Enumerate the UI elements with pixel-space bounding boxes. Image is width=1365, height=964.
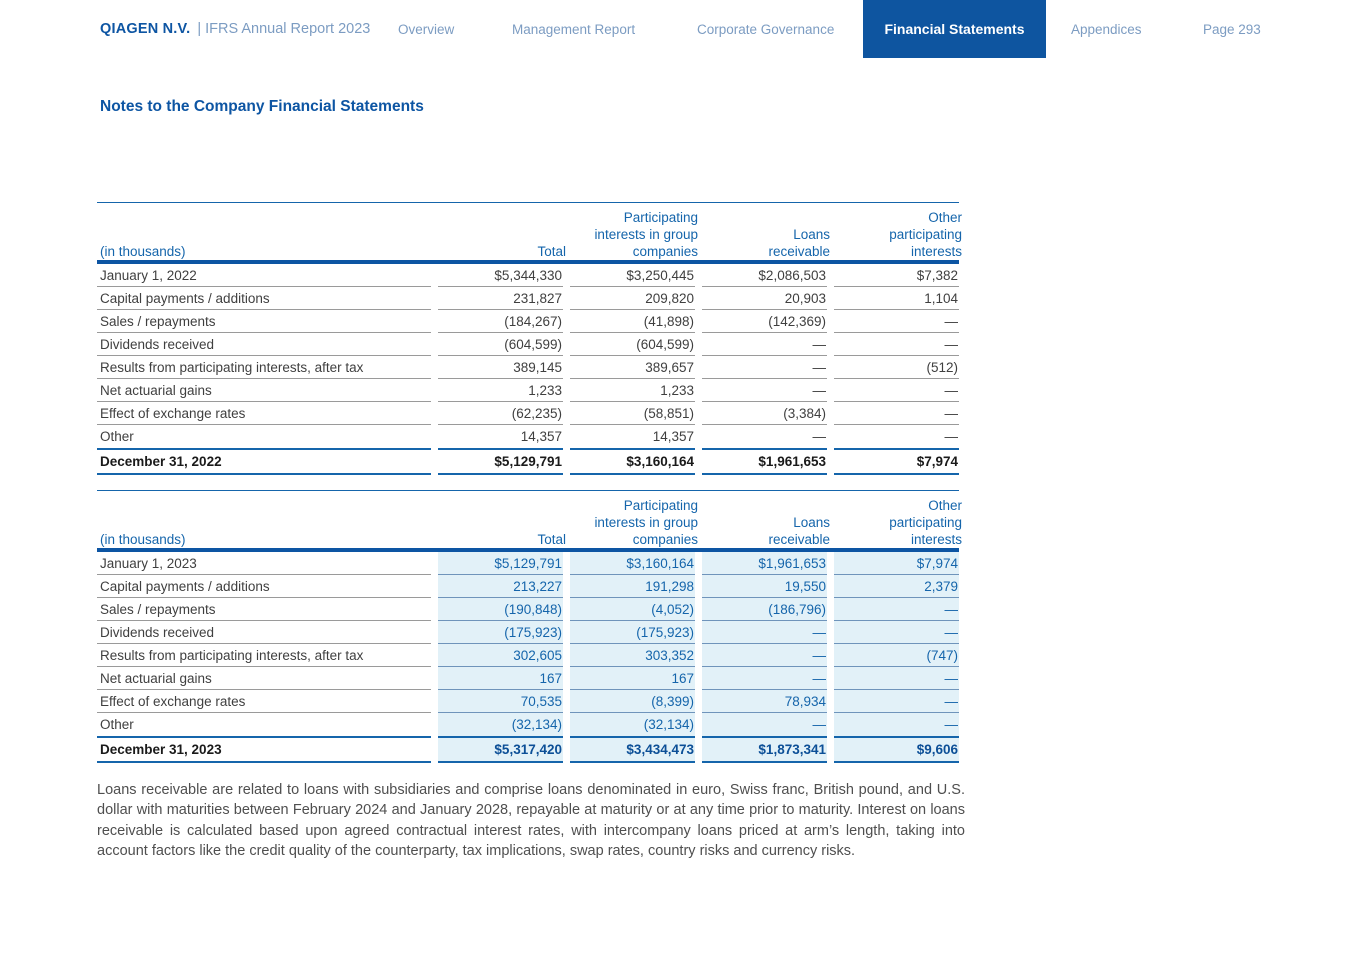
column-header: (in thousands): [100, 532, 186, 547]
cell-value: $5,344,330: [438, 264, 563, 287]
cell-value: $5,317,420: [438, 736, 563, 763]
row-label: Effect of exchange rates: [97, 690, 431, 713]
table-row: [97, 598, 959, 621]
cell-value: 2,379: [834, 575, 959, 598]
row-label: Dividends received: [97, 333, 431, 356]
row-label: Net actuarial gains: [97, 667, 431, 690]
cell-value: 19,550: [702, 575, 827, 598]
cell-value: 14,357: [652, 429, 694, 444]
cell-value: —: [834, 402, 959, 425]
column-header: Other participating interests: [889, 498, 962, 547]
cell-value: —: [702, 713, 827, 736]
column-header: Loans receivable: [768, 515, 830, 547]
table-row: [97, 690, 959, 713]
nav-item-management-report[interactable]: Management Report: [512, 21, 636, 37]
cell-value: —: [834, 667, 959, 690]
cell-value: 389,657: [570, 356, 695, 379]
table-row: [97, 264, 959, 287]
table-header-row: [97, 203, 962, 264]
cell-value: $7,974: [834, 552, 959, 575]
cell-value: (58,851): [570, 402, 695, 425]
cell-value: 213,227: [438, 575, 563, 598]
table-row: [97, 287, 959, 310]
cell-value: —: [702, 621, 827, 644]
table-header-row: [97, 491, 962, 552]
table-row: [97, 736, 959, 763]
brand: [100, 0, 370, 58]
page-number: Page 293: [1203, 21, 1261, 37]
row-label: January 1, 2022: [97, 264, 431, 287]
cell-value: —: [702, 644, 827, 667]
table-row: [97, 425, 959, 448]
table-row: [97, 356, 959, 379]
cell-value: 303,352: [570, 644, 695, 667]
table-row: [97, 575, 959, 598]
column-header: Loans receivable: [768, 227, 830, 259]
cell-value: (512): [834, 356, 959, 379]
nav-item-financial-statements-active[interactable]: Financial Statements: [863, 0, 1046, 58]
cell-value: —: [812, 429, 826, 444]
cell-value: —: [944, 429, 958, 444]
brand-logo-text: QIAGEN N.V.: [100, 21, 191, 37]
cell-value: 209,820: [570, 287, 695, 310]
cell-value: $5,129,791: [438, 448, 563, 475]
cell-value: —: [702, 379, 827, 402]
cell-value: —: [702, 667, 827, 690]
column-header: Other participating interests: [889, 210, 962, 259]
cell-value: $3,434,473: [570, 736, 695, 763]
column-header: (in thousands): [100, 244, 186, 259]
row-label: Results from participating interests, after tax: [97, 644, 431, 667]
cell-value: (604,599): [570, 333, 695, 356]
page-title: Notes to the Company Financial Statements: [100, 98, 424, 115]
cell-value: 191,298: [570, 575, 695, 598]
cell-value: $3,160,164: [570, 552, 695, 575]
row-label: Sales / repayments: [97, 598, 431, 621]
cell-value: (175,923): [570, 621, 695, 644]
cell-value: $2,086,503: [702, 264, 827, 287]
cell-value: —: [702, 356, 827, 379]
table-row: [97, 667, 959, 690]
top-nav: [0, 0, 1365, 58]
cell-value: (184,267): [438, 310, 563, 333]
cell-value: —: [834, 310, 959, 333]
cell-value: 78,934: [702, 690, 827, 713]
cell-value: —: [834, 713, 959, 736]
loans-receivable-paragraph: Loans receivable are related to loans with subsidiaries and comprise loans denominated in euro, Swiss franc, British pound, and U.S. dollar with maturities between February 2024 and January 2028, repayable at maturity or at any time prior to maturity. Interest on loans receivable is calculated based upon agreed contractual interest rates, with intercompany loans priced at arm’s length, taking into account factors like the credit quality of the counterparty, tax implications, swap rates, country risks and currency risks.: [97, 782, 965, 860]
cell-value: (62,235): [438, 402, 563, 425]
cell-value: (747): [834, 644, 959, 667]
cell-value: $3,160,164: [570, 448, 695, 475]
column-header: Participating interests in group companies: [594, 210, 698, 259]
nav-item-appendices[interactable]: Appendices: [1071, 21, 1142, 37]
cell-value: 1,104: [834, 287, 959, 310]
row-label: Capital payments / additions: [97, 287, 431, 310]
cell-value: $3,250,445: [570, 264, 695, 287]
cell-value: —: [834, 621, 959, 644]
cell-value: $7,974: [834, 448, 959, 475]
table-row: [97, 448, 959, 475]
cell-value: 70,535: [438, 690, 563, 713]
cell-value: 1,233: [570, 379, 695, 402]
cell-value: —: [834, 690, 959, 713]
participating-interests-table-2022: [97, 202, 962, 475]
table-row: [97, 621, 959, 644]
cell-value: 20,903: [702, 287, 827, 310]
table-row: [97, 333, 959, 356]
row-label: December 31, 2022: [97, 448, 431, 475]
main-content: [0, 98, 1365, 862]
cell-value: 167: [438, 667, 563, 690]
row-label: Results from participating interests, after tax: [97, 356, 431, 379]
table-row: [97, 379, 959, 402]
cell-value: $1,961,653: [702, 448, 827, 475]
cell-value: 302,605: [438, 644, 563, 667]
column-header: Participating interests in group companies: [594, 498, 698, 547]
cell-value: (142,369): [702, 310, 827, 333]
cell-value: 1,233: [438, 379, 563, 402]
row-label: Capital payments / additions: [97, 575, 431, 598]
nav-item-corporate-governance[interactable]: Corporate Governance: [697, 21, 835, 37]
table-row: [97, 402, 959, 425]
nav-item-overview[interactable]: Overview: [398, 21, 455, 37]
column-header: Total: [537, 532, 566, 547]
table-row: [97, 552, 959, 575]
table-row: [97, 713, 959, 736]
cell-value: (175,923): [438, 621, 563, 644]
table-row: [97, 644, 959, 667]
cell-value: (604,599): [438, 333, 563, 356]
cell-value: $5,129,791: [438, 552, 563, 575]
cell-value: —: [834, 333, 959, 356]
cell-value: —: [834, 379, 959, 402]
cell-value: $9,606: [834, 736, 959, 763]
row-label: Effect of exchange rates: [97, 402, 431, 425]
cell-value: —: [702, 333, 827, 356]
column-header: Total: [537, 244, 566, 259]
cell-value: (4,052): [570, 598, 695, 621]
row-label: Other: [100, 429, 134, 444]
row-label: Net actuarial gains: [97, 379, 431, 402]
report-title: | IFRS Annual Report 2023: [197, 21, 371, 37]
row-label: January 1, 2023: [97, 552, 431, 575]
cell-value: 14,357: [520, 429, 562, 444]
cell-value: (41,898): [570, 310, 695, 333]
cell-value: (190,848): [438, 598, 563, 621]
table-row: [97, 310, 959, 333]
cell-value: (8,399): [570, 690, 695, 713]
cell-value: $1,873,341: [702, 736, 827, 763]
cell-value: (3,384): [702, 402, 827, 425]
row-label: Other: [100, 717, 134, 732]
table-body: [97, 552, 959, 763]
row-label: Sales / repayments: [97, 310, 431, 333]
cell-value: $1,961,653: [702, 552, 827, 575]
cell-value: $7,382: [834, 264, 959, 287]
cell-value: 167: [570, 667, 695, 690]
cell-value: (32,134): [438, 713, 563, 736]
cell-value: 389,145: [438, 356, 563, 379]
participating-interests-table-2023: [97, 490, 962, 763]
cell-value: (32,134): [570, 713, 695, 736]
cell-value: 231,827: [438, 287, 563, 310]
cell-value: —: [834, 598, 959, 621]
row-label: Dividends received: [97, 621, 431, 644]
row-label: December 31, 2023: [97, 736, 431, 763]
cell-value: (186,796): [702, 598, 827, 621]
table-body: [97, 264, 959, 475]
